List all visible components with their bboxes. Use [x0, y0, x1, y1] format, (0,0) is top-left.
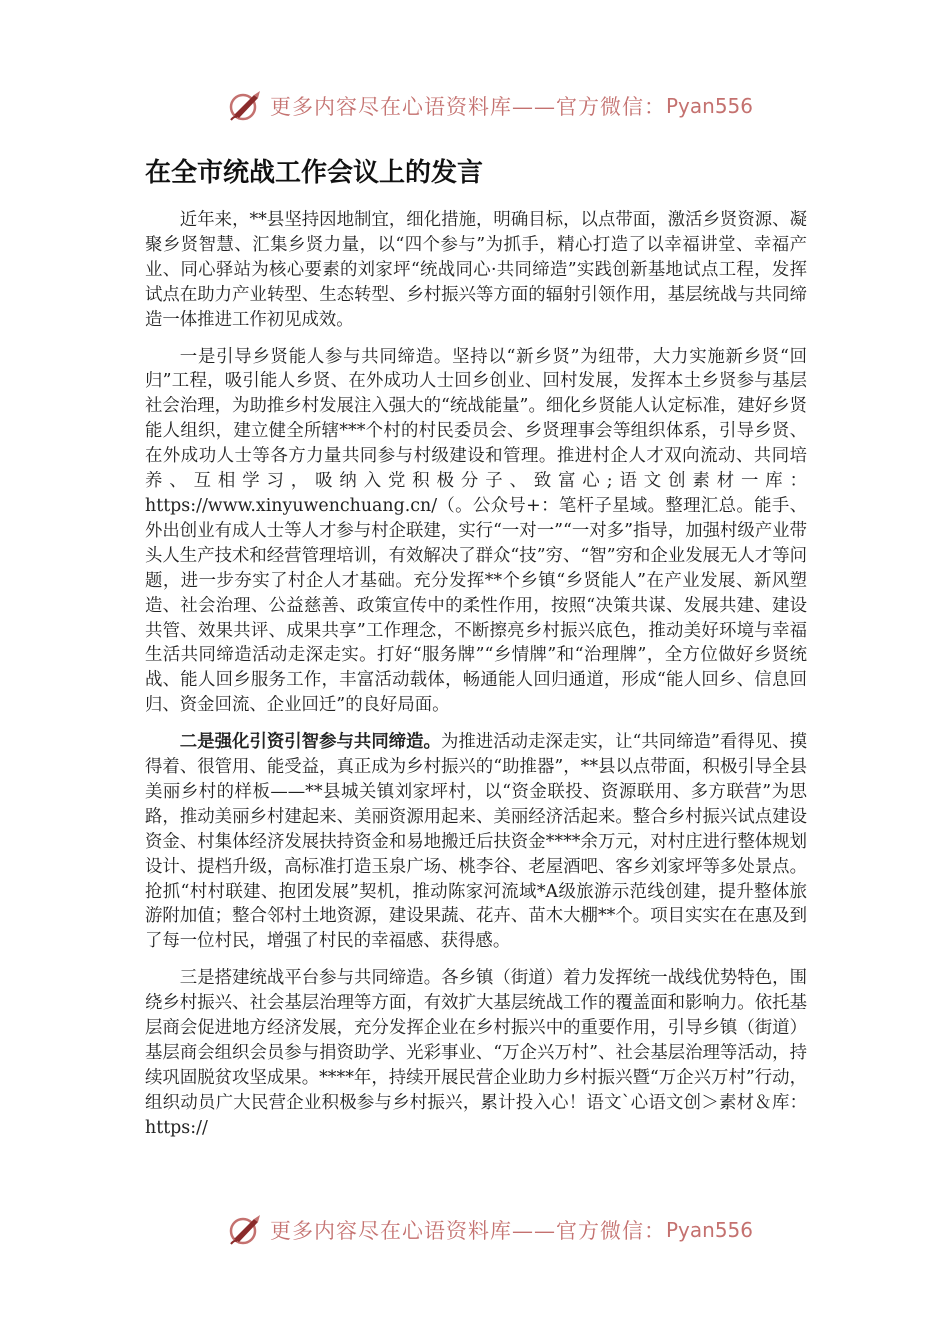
paragraph-intro: 近年来，**县坚持因地制宜，细化措施，明确目标，以点带面，激活乡贤资源、凝聚乡贤智慧、汇集乡贤力量，以“四个参与”为抓手，精心打造了以幸福讲堂、幸福产业、同心驿站为核心要素的刘家坪“统战同心·共同缔造”实践创新基地试点工程，发挥试点在助力产业转型、生态转型、乡村振兴等方面的辐射引领作用，基层统战与共同缔造一体推进工作初见成效。: [145, 210, 807, 330]
banner-wechat-id: Pyan556: [666, 1218, 754, 1242]
paragraph-talent: 一是引导乡贤能人参与共同缔造。坚持以“新乡贤”为纽带，大力实施新乡贤“回归”工程，吸引能人乡贤、在外成功人士回乡创业、回村发展，发挥本土乡贤参与基层社会治理，为助推乡村发展注入强大的“统战能量”。细化乡贤能人认定标准，建好乡贤能人组织，建立健全所辖***个村的村民委员会、乡贤理事会等组织体系，引导乡贤、在外成功人士等各方力量共同参与村级建设和管理。推进村企人才双向流动、共同培养、互相学习，吸纳入党积极分子、致富心;语文创素材一库：https://www.xinyuwenchuang.cn/（。公众号+：笔杆子星域。整理汇总。能手、外出创业有成人士等人才参与村企联建，实行“一对一”“一对多”指导，加强村级产业带头人生产技术和经营管理培训，有效解决了群众“技”穷、“智”穷和企业发展无人才等问题，进一步夯实了村企人才基础。充分发挥**个乡镇“乡贤能人”在产业发展、新风塑造、社会治理、公益慈善、政策宣传中的柔性作用，按照“决策共谋、发展共建、建设共管、效果共评、成果共享”工作理念，不断擦亮乡村振兴底色，推动美好环境与幸福生活共同缔造活动走深走实。打好“服务牌”“乡情牌”和“治理牌”，全方位做好乡贤统战、能人回乡服务工作，丰富活动载体，畅通能人回归通道，形成“能人回乡、信息回归、资金回流、企业回迁”的良好局面。: [145, 346, 807, 716]
banner-slogan: 更多内容尽在心语资料库——官方微信：: [270, 1219, 666, 1243]
pen-logo-icon: [228, 89, 262, 123]
page-title: 在全市统战工作会议上的发言: [145, 158, 484, 188]
paragraph-platform: 三是搭建统战平台参与共同缔造。各乡镇（街道）着力发挥统一战线优势特色，围绕乡村振兴、社会基层治理等方面，有效扩大基层统战工作的覆盖面和影响力。依托基层商会促进地方经济发展，充分发挥企业在乡村振兴中的重要作用，引导乡镇（街道）基层商会组织会员参与捐资助学、光彩事业、“万企兴万村”、社会基层治理等活动，持续巩固脱贫攻坚成果。****年，持续开展民营企业助力乡村振兴暨“万企兴万村”行动，组织动员广大民营企业积极参与乡村振兴，累计投入心！语文`心语文创＞素材＆库：https://: [145, 968, 807, 1138]
document-body: [145, 208, 807, 1138]
paragraph-lead-heading: 二是强化引资引智参与共同缔造。: [179, 732, 441, 753]
footer-watermark-banner: [228, 1210, 753, 1250]
banner-slogan: 更多内容尽在心语资料库——官方微信：: [270, 95, 666, 119]
header-watermark-banner: [228, 86, 753, 126]
paragraph-investment: [145, 730, 807, 954]
banner-wechat-id: Pyan556: [666, 94, 754, 118]
pen-logo-icon: [228, 1213, 262, 1247]
paragraph-investment-text: 为推进活动走深走实，让“共同缔造”看得见、摸得着、很管用、能受益，真正成为乡村振兴的“助推器”，**县以点带面，积极引导全县美丽乡村的样板——**县城关镇刘家坪村，以“资金联投、资源联用、多方联营”为思路，推动美丽乡村建起来、美丽资源用起来、美丽经济活起来。整合乡村振兴试点建设资金、村集体经济发展扶持资金和易地搬迁后扶资金****余万元，对村庄进行整体规划设计、提档升级，高标准打造玉泉广场、桃李谷、老屋酒吧、客乡刘家坪等多处景点。抢抓“村村联建、抱团发展”契机，推动陈家河流域*A级旅游示范线创建，提升整体旅游附加值；整合邻村土地资源，建设果蔬、花卉、苗木大棚**个。项目实实在在惠及到了每一位村民，增强了村民的幸福感、获得感。: [145, 732, 807, 952]
